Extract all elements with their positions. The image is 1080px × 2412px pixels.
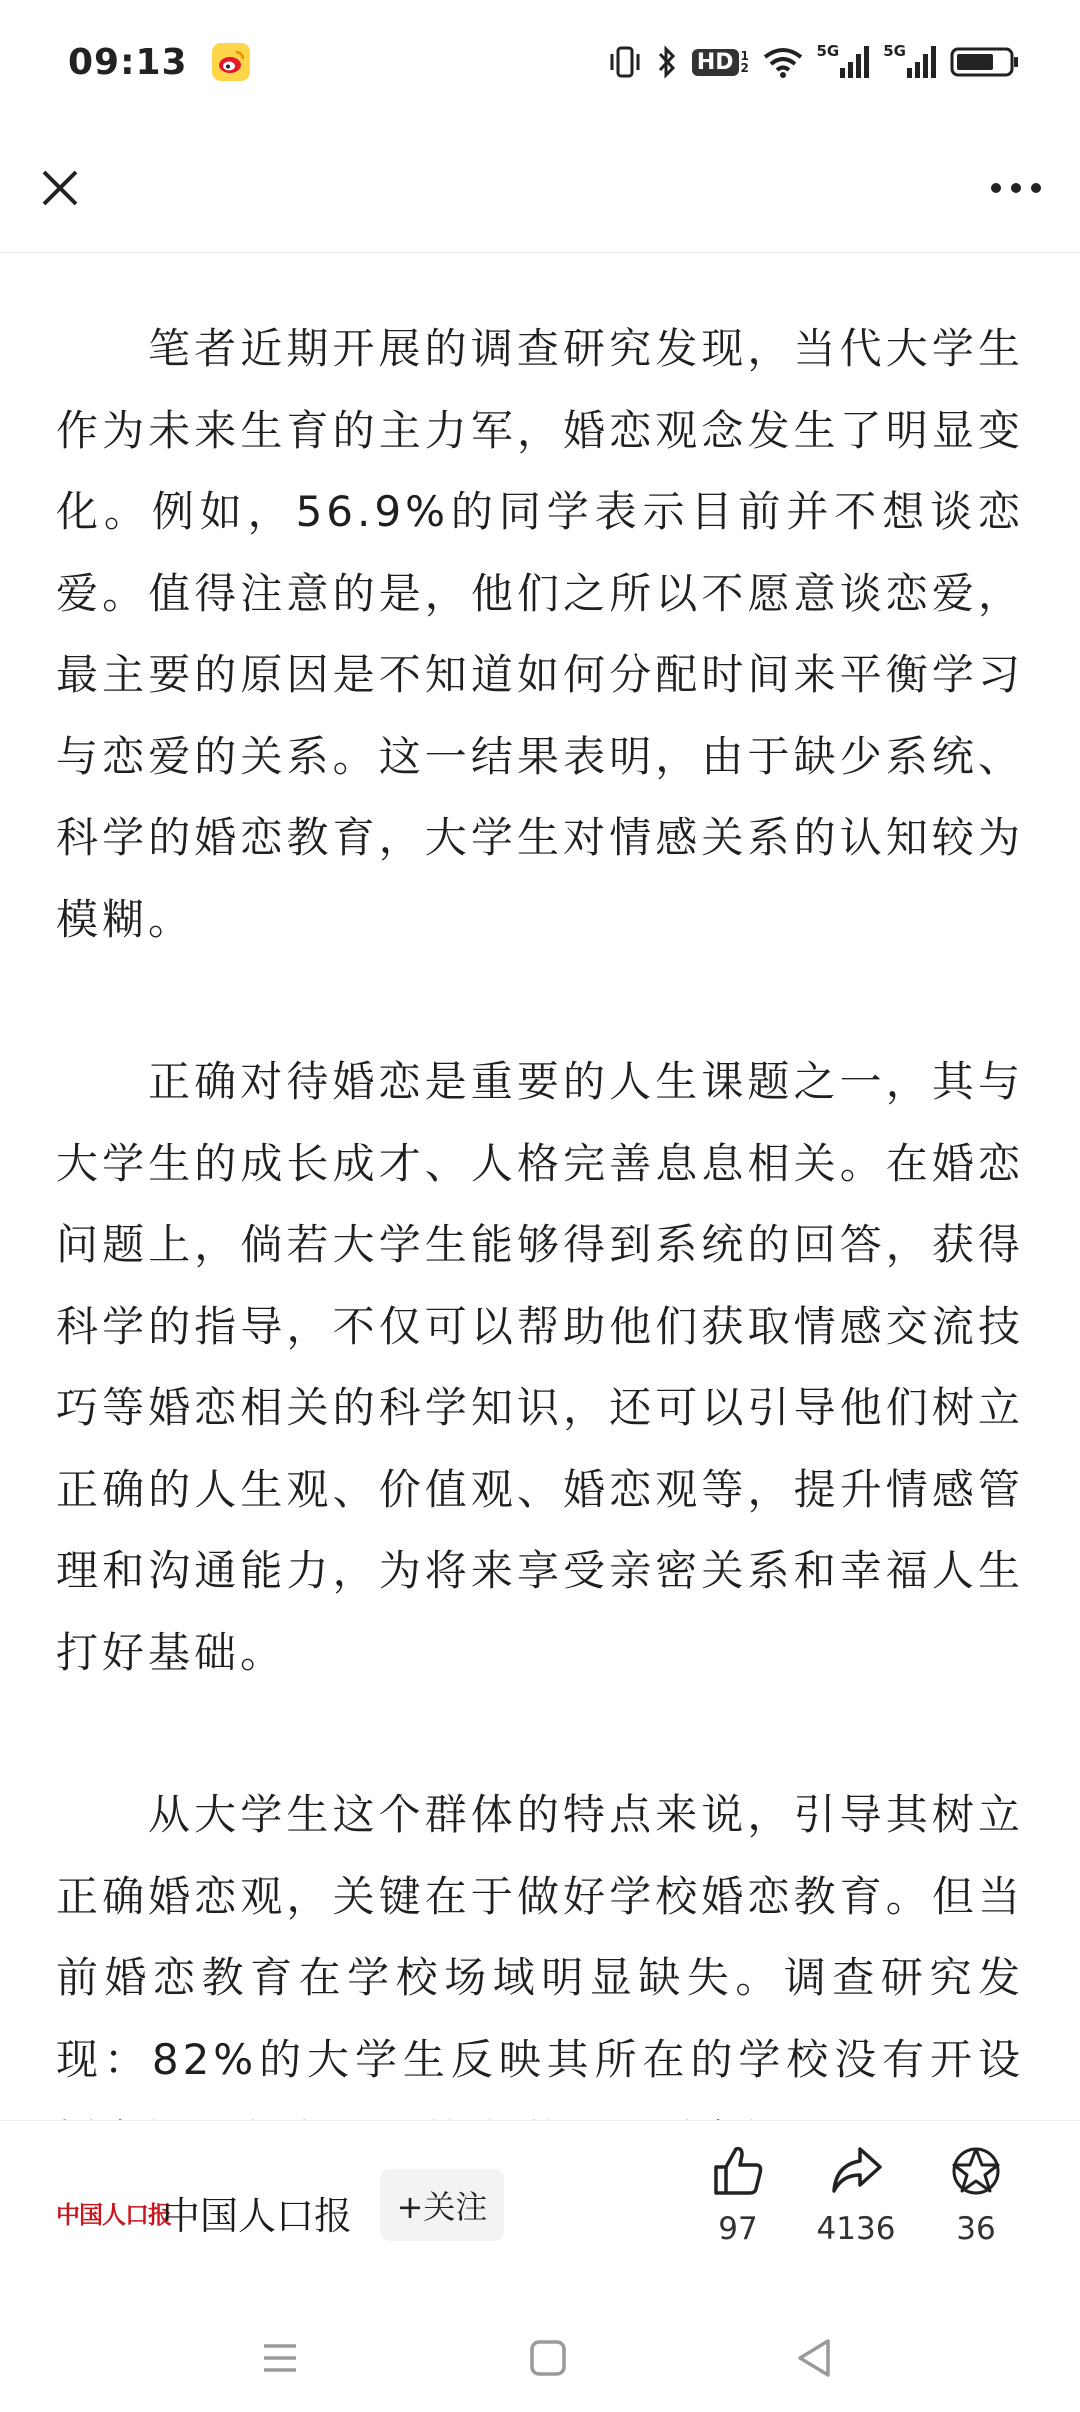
wifi-icon: [763, 42, 803, 82]
article-body: [56, 308, 1024, 2118]
close-icon[interactable]: [30, 158, 90, 218]
top-nav: [0, 124, 1080, 253]
status-indicators: [608, 42, 1020, 82]
follow-button[interactable]: +关注: [380, 2169, 504, 2241]
collect-button[interactable]: [916, 2143, 1036, 2247]
system-navigation-bar: [0, 2300, 1080, 2412]
like-button[interactable]: [678, 2143, 798, 2247]
like-count: 97: [718, 2211, 758, 2247]
hd-icon: HD 1 2: [692, 42, 749, 82]
more-icon[interactable]: [980, 158, 1052, 218]
weibo-icon: [212, 43, 250, 81]
home-icon[interactable]: [518, 2328, 578, 2388]
status-bar: [0, 0, 1080, 124]
share-button[interactable]: [796, 2143, 916, 2247]
source-name[interactable]: 中国人口报: [162, 2194, 353, 2238]
article-paragraph-3: 从大学生这个群体的特点来说，引导其树立正确婚恋观，关键在于做好学校婚恋教育。但当前婚恋教育在学校场域明显缺失。调查研究发现：82%的大学生反映其所在的学校没有开设: [56, 1790, 1024, 2084]
collect-count: 36: [956, 2211, 996, 2247]
back-icon[interactable]: [784, 2328, 844, 2388]
article-paragraph-1: 笔者近期开展的调查研究发现，当代大学生作为未来生育的主力军，婚恋观念发生了明显变化。例如，56.9%的同学表示目前并不想谈恋爱。值得注意的是，他们之所以不愿意谈恋爱，最主要的原因是不知道如何分配时间来平衡学习与恋爱的关系。这一结果表明，由于缺少系统、科学的婚恋教育，大学生对情感关系的认知较为模糊。: [56, 324, 1024, 944]
star-icon: [948, 2143, 1004, 2203]
share-icon: [828, 2143, 884, 2203]
bluetooth-icon: [656, 42, 678, 82]
signal-5g-icon-2: 5G: [883, 42, 936, 82]
share-count: 4136: [816, 2211, 896, 2247]
signal-5g-icon: 5G: [817, 42, 870, 82]
menu-icon[interactable]: [250, 2328, 310, 2388]
source-logo[interactable]: 中国人口报: [56, 2200, 171, 2229]
thumbs-up-icon: [710, 2143, 766, 2203]
battery-icon: [950, 42, 1020, 82]
bottom-action-bar: [0, 2120, 1080, 2301]
status-time: 09:13: [68, 41, 188, 83]
vibrate-icon: [608, 42, 642, 82]
article-paragraph-2: 正确对待婚恋是重要的人生课题之一，其与大学生的成长成才、人格完善息息相关。在婚恋问题上，倘若大学生能够得到系统的回答，获得科学的指导，不仅可以帮助他们获取情感交流技巧等婚恋相关的科学知识，还可以引导他们树立正确的人生观、价值观、婚恋观等，提升情感管理和沟通能力，为将来享受亲密关系和幸福人生打好基础。: [56, 1057, 1024, 1677]
